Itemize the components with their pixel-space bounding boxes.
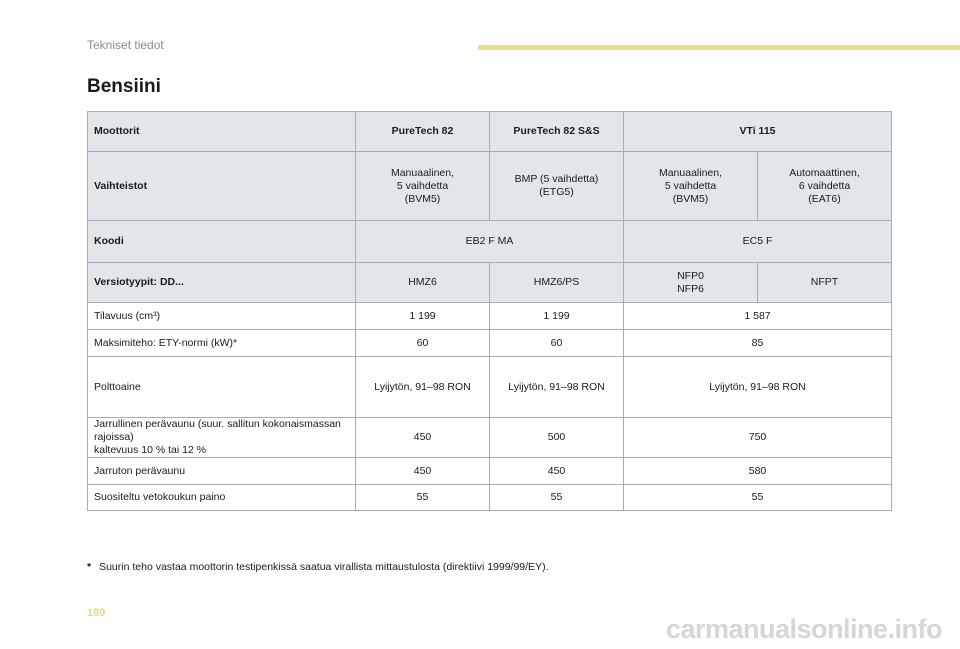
row-value: 1 199 xyxy=(490,303,624,330)
header-vti115: VTi 115 xyxy=(624,112,892,152)
spec-table xyxy=(87,111,892,511)
gearbox-cell: Manuaalinen, 5 vaihdetta (BVM5) xyxy=(356,152,490,221)
version-label: Versiotyypit: DD... xyxy=(88,263,356,303)
code-cell: EC5 F xyxy=(624,221,892,263)
row-value: 55 xyxy=(356,485,490,511)
version-cell: NFPT xyxy=(758,263,892,303)
gearbox-cell: BMP (5 vaihdetta) (ETG5) xyxy=(490,152,624,221)
version-cell: HMZ6/PS xyxy=(490,263,624,303)
row-value: 55 xyxy=(490,485,624,511)
row-label: Jarrullinen perävaunu (suur. sallitun kokonaismassan rajoissa) kaltevuus 10 % tai 12 % xyxy=(88,418,356,458)
row-label: Tilavuus (cm³) xyxy=(88,303,356,330)
gearbox-cell: Automaattinen, 6 vaihdetta (EAT6) xyxy=(758,152,892,221)
header-puretech82: PureTech 82 xyxy=(356,112,490,152)
page-title: Bensiini xyxy=(87,76,161,97)
table-row xyxy=(88,458,892,485)
row-value: 1 587 xyxy=(624,303,892,330)
page-number: 180 xyxy=(87,607,106,619)
code-label: Koodi xyxy=(88,221,356,263)
row-value: 1 199 xyxy=(356,303,490,330)
footnote xyxy=(87,561,548,573)
header-engines-label: Moottorit xyxy=(88,112,356,152)
row-value: 450 xyxy=(356,458,490,485)
version-cell: HMZ6 xyxy=(356,263,490,303)
header-accent-bar xyxy=(478,45,960,50)
header-puretech82-ss: PureTech 82 S&S xyxy=(490,112,624,152)
table-header-row xyxy=(88,112,892,152)
row-value: 60 xyxy=(490,330,624,357)
version-row xyxy=(88,263,892,303)
row-value: 85 xyxy=(624,330,892,357)
table-row xyxy=(88,330,892,357)
row-value: 450 xyxy=(356,418,490,458)
row-label: Maksimiteho: ETY-normi (kW)* xyxy=(88,330,356,357)
footnote-text: Suurin teho vastaa moottorin testipenkissä saatua virallista mittaustulosta (direktiivi 1999/99/EY). xyxy=(99,561,549,573)
row-label: Jarruton perävaunu xyxy=(88,458,356,485)
gearbox-row xyxy=(88,152,892,221)
row-value: 55 xyxy=(624,485,892,511)
version-cell: NFP0 NFP6 xyxy=(624,263,758,303)
row-value: 500 xyxy=(490,418,624,458)
row-label: Polttoaine xyxy=(88,357,356,418)
table-row xyxy=(88,418,892,458)
row-value: 450 xyxy=(490,458,624,485)
code-cell: EB2 F MA xyxy=(356,221,624,263)
table-row xyxy=(88,485,892,511)
row-value: 580 xyxy=(624,458,892,485)
footnote-marker: * xyxy=(87,561,92,573)
row-value: 60 xyxy=(356,330,490,357)
row-value: 750 xyxy=(624,418,892,458)
row-label: Suositeltu vetokoukun paino xyxy=(88,485,356,511)
row-value: Lyijytön, 91–98 RON xyxy=(490,357,624,418)
code-row xyxy=(88,221,892,263)
table-row xyxy=(88,357,892,418)
gearbox-cell: Manuaalinen, 5 vaihdetta (BVM5) xyxy=(624,152,758,221)
watermark: carmanualsonline.info xyxy=(665,614,942,644)
section-label: Tekniset tiedot xyxy=(87,38,164,52)
row-value: Lyijytön, 91–98 RON xyxy=(624,357,892,418)
row-value: Lyijytön, 91–98 RON xyxy=(356,357,490,418)
gearbox-label: Vaihteistot xyxy=(88,152,356,221)
table-row xyxy=(88,303,892,330)
